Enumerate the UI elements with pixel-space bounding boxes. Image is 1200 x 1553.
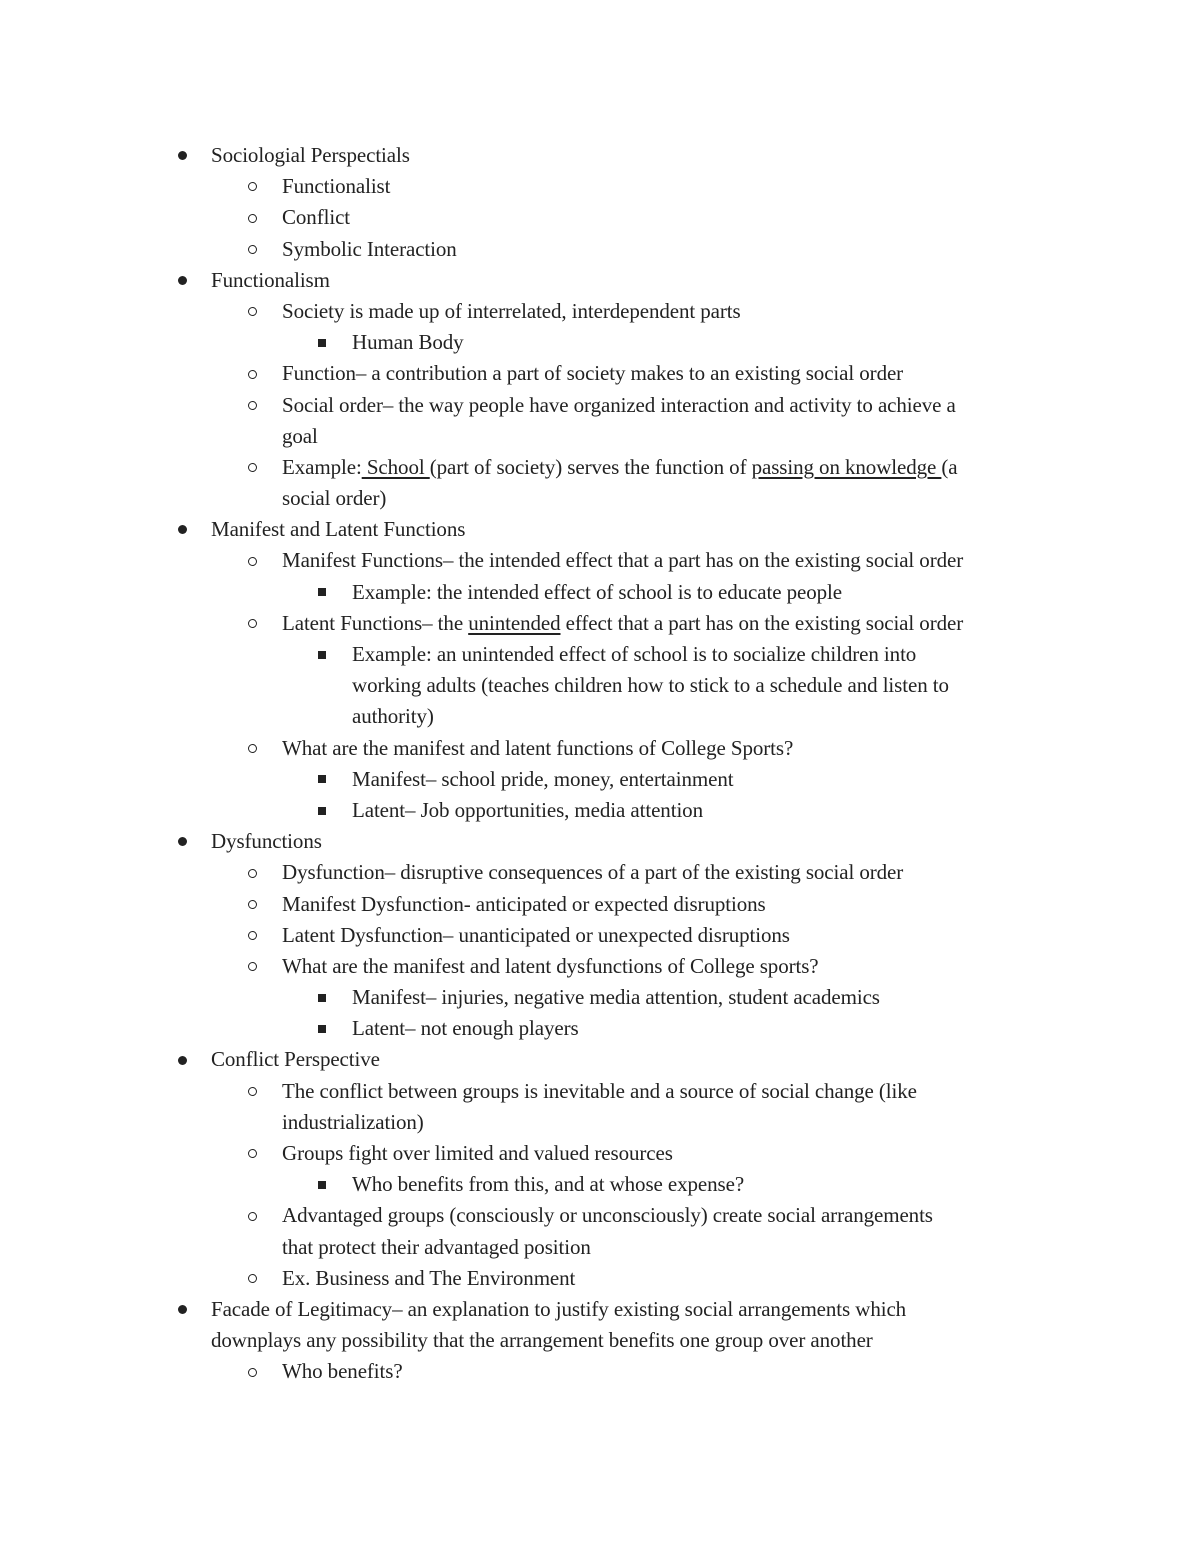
list-item-text xyxy=(282,390,956,421)
list-item xyxy=(0,857,1200,888)
bullet-dot-icon xyxy=(178,1056,187,1065)
list-item-text xyxy=(352,795,703,826)
list-item xyxy=(0,1200,1200,1231)
text-segment: Manifest and Latent Functions xyxy=(211,517,466,542)
list-item-continuation xyxy=(0,421,1200,452)
list-item xyxy=(0,234,1200,265)
bullet-circle-icon xyxy=(248,370,257,379)
bullet-circle-icon xyxy=(248,1149,257,1158)
list-item-text xyxy=(282,483,386,514)
text-segment: Latent– not enough players xyxy=(352,1016,579,1041)
text-segment: Symbolic Interaction xyxy=(282,236,457,261)
list-item-text xyxy=(282,920,790,951)
list-item-continuation xyxy=(0,1107,1200,1138)
list-item xyxy=(0,982,1200,1013)
list-item-text xyxy=(282,1076,917,1107)
list-item-text xyxy=(211,514,465,545)
bullet-square-icon xyxy=(318,1181,326,1189)
text-segment: What are the manifest and latent dysfunctions of College sports? xyxy=(282,953,819,978)
bullet-circle-icon xyxy=(248,1212,257,1221)
list-item-text xyxy=(211,265,330,296)
text-segment: industrialization) xyxy=(282,1109,424,1134)
text-segment: The conflict between groups is inevitable and a source of social change (like xyxy=(282,1078,917,1103)
text-segment: Dysfunctions xyxy=(211,829,322,854)
list-item-text xyxy=(282,545,963,576)
list-item-text xyxy=(282,1263,575,1294)
text-segment: Manifest– injuries, negative media attention, student academics xyxy=(352,985,880,1010)
bullet-circle-icon xyxy=(248,869,257,878)
list-item xyxy=(0,140,1200,171)
list-item xyxy=(0,1076,1200,1107)
bullet-circle-icon xyxy=(248,557,257,566)
text-segment: Social order– the way people have organized interaction and activity to achieve a xyxy=(282,392,956,417)
list-item xyxy=(0,265,1200,296)
list-item-text xyxy=(282,1107,424,1138)
bullet-circle-icon xyxy=(248,307,257,316)
text-segment: Society is made up of interrelated, interdependent parts xyxy=(282,298,741,323)
text-segment: What are the manifest and latent functions of College Sports? xyxy=(282,735,794,760)
list-item xyxy=(0,327,1200,358)
text-segment: Example: xyxy=(282,454,362,479)
text-segment: Functionalist xyxy=(282,174,391,199)
underlined-text: School xyxy=(361,454,430,479)
list-item xyxy=(0,358,1200,389)
list-item-text xyxy=(282,358,903,389)
bullet-circle-icon xyxy=(248,619,257,628)
underlined-text: passing on knowledge xyxy=(751,454,942,479)
bullet-circle-icon xyxy=(248,182,257,191)
list-item-text xyxy=(282,421,318,452)
list-item-text xyxy=(282,1232,591,1263)
list-item-text xyxy=(211,826,322,857)
list-item-text xyxy=(352,577,842,608)
text-segment: Sociologial Perspectials xyxy=(211,143,410,167)
list-item-continuation xyxy=(0,483,1200,514)
text-segment: Conflict Perspective xyxy=(211,1047,380,1072)
text-segment: Manifest Functions– the intended effect that a part has on the existing social order xyxy=(282,548,964,573)
bullet-circle-icon xyxy=(248,962,257,971)
text-segment: Example: the intended effect of school is to educate people xyxy=(352,579,842,604)
list-item-text xyxy=(282,1200,933,1231)
list-item-text xyxy=(282,889,766,920)
list-item xyxy=(0,639,1200,670)
bullet-square-icon xyxy=(318,994,326,1002)
list-item-text xyxy=(282,234,457,265)
bullet-circle-icon xyxy=(248,1368,257,1377)
list-item xyxy=(0,452,1200,483)
list-item-text xyxy=(282,171,390,202)
list-item xyxy=(0,764,1200,795)
underlined-text: unintended xyxy=(468,610,561,635)
text-segment: effect that a part has on the existing social order xyxy=(560,610,964,635)
text-segment: downplays any possibility that the arrangement benefits one group over another xyxy=(211,1328,873,1353)
list-item xyxy=(0,1013,1200,1044)
list-item xyxy=(0,1356,1200,1387)
list-item xyxy=(0,608,1200,639)
text-segment: Facade of Legitimacy– an explanation to justify existing social arrangements which xyxy=(211,1296,907,1321)
bullet-dot-icon xyxy=(178,276,187,285)
list-item xyxy=(0,1263,1200,1294)
bullet-circle-icon xyxy=(248,401,257,410)
list-item-text xyxy=(282,296,741,327)
list-item xyxy=(0,1044,1200,1075)
bullet-circle-icon xyxy=(248,214,257,223)
bullet-circle-icon xyxy=(248,1087,257,1096)
list-item xyxy=(0,826,1200,857)
bullet-circle-icon xyxy=(248,245,257,254)
list-item-continuation xyxy=(0,701,1200,732)
list-item xyxy=(0,1294,1200,1325)
list-item-text xyxy=(282,857,903,888)
text-segment: Functionalism xyxy=(211,267,330,292)
list-item-text xyxy=(352,701,434,732)
list-item xyxy=(0,1138,1200,1169)
list-item-text xyxy=(282,733,793,764)
list-item-text xyxy=(282,452,958,483)
list-item xyxy=(0,390,1200,421)
text-segment: Latent Functions– the xyxy=(282,610,469,635)
list-item-text xyxy=(352,670,949,701)
list-item-text xyxy=(282,1356,403,1387)
list-item xyxy=(0,296,1200,327)
list-item xyxy=(0,545,1200,576)
list-item-text xyxy=(211,1294,906,1325)
text-segment: authority) xyxy=(352,704,434,729)
bullet-square-icon xyxy=(318,775,326,783)
bullet-circle-icon xyxy=(248,744,257,753)
list-item-text xyxy=(352,764,733,795)
list-item-text xyxy=(352,1169,744,1200)
list-item xyxy=(0,889,1200,920)
text-segment: Advantaged groups (consciously or unconsciously) create social arrangements xyxy=(282,1203,933,1228)
list-item-text xyxy=(352,639,916,670)
bullet-circle-icon xyxy=(248,931,257,940)
text-segment: (a xyxy=(941,454,958,479)
list-item xyxy=(0,202,1200,233)
list-item-text xyxy=(211,140,410,171)
bullet-circle-icon xyxy=(248,463,257,472)
text-segment: Dysfunction– disruptive consequences of a part of the existing social order xyxy=(282,860,904,885)
text-segment: Manifest Dysfunction- anticipated or expected disruptions xyxy=(282,891,766,916)
list-item-text xyxy=(282,202,350,233)
bullet-dot-icon xyxy=(178,525,187,534)
list-item-text xyxy=(352,327,464,358)
list-item xyxy=(0,1169,1200,1200)
list-item xyxy=(0,514,1200,545)
text-segment: Latent Dysfunction– unanticipated or unexpected disruptions xyxy=(282,922,790,947)
text-segment: Who benefits from this, and at whose expense? xyxy=(352,1172,745,1197)
bullet-dot-icon xyxy=(178,837,187,846)
list-item-text xyxy=(282,608,963,639)
text-segment: Ex. Business and The Environment xyxy=(282,1265,576,1290)
bullet-circle-icon xyxy=(248,1274,257,1283)
bullet-square-icon xyxy=(318,1025,326,1033)
list-item xyxy=(0,577,1200,608)
text-segment: Manifest– school pride, money, entertainment xyxy=(352,766,734,791)
text-segment: Who benefits? xyxy=(282,1359,403,1384)
list-item xyxy=(0,951,1200,982)
list-item-text xyxy=(211,1325,873,1356)
text-segment: Latent– Job opportunities, media attention xyxy=(352,797,703,822)
list-item-text xyxy=(282,951,819,982)
text-segment: Function– a contribution a part of society makes to an existing social order xyxy=(282,361,904,386)
list-item-text xyxy=(282,1138,673,1169)
bullet-dot-icon xyxy=(178,1305,187,1314)
list-item-text xyxy=(352,1013,579,1044)
text-segment: social order) xyxy=(282,486,387,511)
bullet-square-icon xyxy=(318,588,326,596)
bulleted-notes xyxy=(0,140,1200,1388)
bullet-square-icon xyxy=(318,339,326,347)
text-segment: Conflict xyxy=(282,205,351,230)
bullet-square-icon xyxy=(318,807,326,815)
bullet-dot-icon xyxy=(178,151,187,160)
text-segment: that protect their advantaged position xyxy=(282,1234,591,1259)
list-item xyxy=(0,795,1200,826)
text-segment: Human Body xyxy=(352,330,464,355)
text-segment: goal xyxy=(282,423,318,448)
text-segment: (part of society) serves the function of xyxy=(429,454,752,479)
list-item-continuation xyxy=(0,670,1200,701)
list-item-text xyxy=(352,982,880,1013)
list-item-continuation xyxy=(0,1325,1200,1356)
list-item xyxy=(0,920,1200,951)
bullet-circle-icon xyxy=(248,900,257,909)
list-item xyxy=(0,733,1200,764)
list-item xyxy=(0,171,1200,202)
bullet-square-icon xyxy=(318,651,326,659)
text-segment: Groups fight over limited and valued resources xyxy=(282,1141,673,1165)
list-item-text xyxy=(211,1044,380,1075)
text-segment: working adults (teaches children how to stick to a schedule and listen to xyxy=(352,673,949,698)
list-item-continuation xyxy=(0,1232,1200,1263)
text-segment: Example: an unintended effect of school is to socialize children into xyxy=(352,642,917,666)
